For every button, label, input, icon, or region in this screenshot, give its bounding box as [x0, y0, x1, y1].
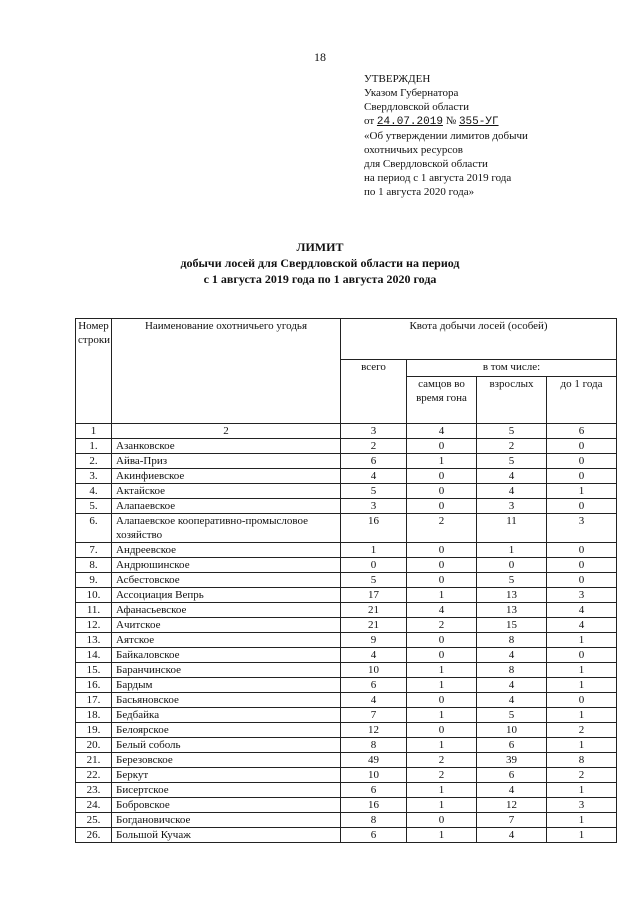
approval-region: Свердловской области: [364, 101, 469, 113]
row-number-cell: 21.: [76, 753, 112, 768]
males-cell: 0: [407, 469, 477, 484]
total-cell: 8: [341, 813, 407, 828]
area-name-cell: Березовское: [112, 753, 341, 768]
header-including: в том числе:: [407, 360, 617, 377]
header-row-number: Номер строки: [76, 319, 112, 424]
total-cell: 4: [341, 469, 407, 484]
males-cell: 0: [407, 813, 477, 828]
under-one-cell: 2: [547, 723, 617, 738]
table-row: [76, 798, 617, 813]
area-name-cell: Баранчинское: [112, 663, 341, 678]
approval-subject-line: по 1 августа 2020 года»: [364, 186, 475, 198]
area-name-cell: Айва-Приз: [112, 454, 341, 469]
area-name-cell: Алапаевское кооперативно-промысловое хозяйство: [112, 514, 341, 543]
title-line-1: ЛИМИТ: [296, 240, 344, 254]
header-under-one: до 1 года: [547, 377, 617, 424]
table-row: [76, 618, 617, 633]
area-name-cell: Актайское: [112, 484, 341, 499]
row-number-cell: 26.: [76, 828, 112, 843]
column-number: 1: [76, 424, 112, 439]
total-cell: 21: [341, 603, 407, 618]
under-one-cell: 0: [547, 454, 617, 469]
total-cell: 49: [341, 753, 407, 768]
decree-number: 355-УГ: [458, 116, 499, 128]
adults-cell: 4: [477, 648, 547, 663]
under-one-cell: 1: [547, 738, 617, 753]
column-number: 3: [341, 424, 407, 439]
area-name-cell: Азанковское: [112, 439, 341, 454]
males-cell: 2: [407, 753, 477, 768]
total-cell: 1: [341, 543, 407, 558]
approval-subject-line: охотничьих ресурсов: [364, 144, 463, 156]
approval-subject-line: на период с 1 августа 2019 года: [364, 172, 512, 184]
under-one-cell: 0: [547, 543, 617, 558]
area-name-cell: Ачитское: [112, 618, 341, 633]
row-number-cell: 5.: [76, 499, 112, 514]
adults-cell: 5: [477, 573, 547, 588]
under-one-cell: 1: [547, 633, 617, 648]
row-number-cell: 4.: [76, 484, 112, 499]
table-row: [76, 828, 617, 843]
total-cell: 4: [341, 693, 407, 708]
under-one-cell: 3: [547, 588, 617, 603]
table-row: [76, 693, 617, 708]
adults-cell: 3: [477, 499, 547, 514]
under-one-cell: 4: [547, 618, 617, 633]
total-cell: 10: [341, 768, 407, 783]
header-quota: Квота добычи лосей (особей): [341, 319, 617, 360]
title-line-3: с 1 августа 2019 года по 1 августа 2020 года: [203, 272, 437, 286]
area-name-cell: Асбестовское: [112, 573, 341, 588]
under-one-cell: 0: [547, 439, 617, 454]
table-row: [76, 514, 617, 543]
total-cell: 16: [341, 798, 407, 813]
adults-cell: 12: [477, 798, 547, 813]
row-number-cell: 12.: [76, 618, 112, 633]
adults-cell: 13: [477, 588, 547, 603]
area-name-cell: Беркут: [112, 768, 341, 783]
males-cell: 0: [407, 499, 477, 514]
area-name-cell: Бобровское: [112, 798, 341, 813]
adults-cell: 8: [477, 633, 547, 648]
row-number-cell: 11.: [76, 603, 112, 618]
area-name-cell: Ассоциация Вепрь: [112, 588, 341, 603]
table-row: [76, 454, 617, 469]
area-name-cell: Аятское: [112, 633, 341, 648]
table-row: [76, 663, 617, 678]
under-one-cell: 3: [547, 514, 617, 543]
males-cell: 0: [407, 648, 477, 663]
males-cell: 1: [407, 828, 477, 843]
table-row: [76, 588, 617, 603]
row-number-cell: 16.: [76, 678, 112, 693]
approval-date-line: [364, 114, 604, 129]
area-name-cell: Алапаевское: [112, 499, 341, 514]
header-males-rut: самцов во время гона: [407, 377, 477, 424]
row-number-cell: 17.: [76, 693, 112, 708]
males-cell: 1: [407, 708, 477, 723]
table-row: [76, 783, 617, 798]
table-row: [76, 708, 617, 723]
males-cell: 0: [407, 693, 477, 708]
row-number-cell: 25.: [76, 813, 112, 828]
header-adults: взрослых: [477, 377, 547, 424]
adults-cell: 8: [477, 663, 547, 678]
area-name-cell: Басьяновское: [112, 693, 341, 708]
table-row: [76, 753, 617, 768]
total-cell: 9: [341, 633, 407, 648]
total-cell: 7: [341, 708, 407, 723]
row-number-cell: 7.: [76, 543, 112, 558]
adults-cell: 4: [477, 678, 547, 693]
males-cell: 1: [407, 663, 477, 678]
total-cell: 2: [341, 439, 407, 454]
total-cell: 17: [341, 588, 407, 603]
row-number-cell: 3.: [76, 469, 112, 484]
area-name-cell: Андрюшинское: [112, 558, 341, 573]
table-row: [76, 543, 617, 558]
adults-cell: 4: [477, 484, 547, 499]
adults-cell: 10: [477, 723, 547, 738]
adults-cell: 4: [477, 469, 547, 484]
adults-cell: 6: [477, 738, 547, 753]
total-cell: 6: [341, 678, 407, 693]
table-body: [76, 424, 617, 843]
total-cell: 6: [341, 454, 407, 469]
approval-subject-line: для Свердловской области: [364, 158, 488, 170]
table-row: [76, 603, 617, 618]
adults-cell: 4: [477, 693, 547, 708]
approval-approved: УТВЕРЖДЕН: [364, 73, 431, 85]
adults-cell: 5: [477, 708, 547, 723]
under-one-cell: 1: [547, 828, 617, 843]
adults-cell: 15: [477, 618, 547, 633]
row-number-cell: 2.: [76, 454, 112, 469]
total-cell: 10: [341, 663, 407, 678]
area-name-cell: Белоярское: [112, 723, 341, 738]
males-cell: 0: [407, 633, 477, 648]
males-cell: 1: [407, 588, 477, 603]
table-row: [76, 648, 617, 663]
males-cell: 4: [407, 603, 477, 618]
under-one-cell: 0: [547, 648, 617, 663]
area-name-cell: Андреевское: [112, 543, 341, 558]
column-number: 5: [477, 424, 547, 439]
row-number-cell: 19.: [76, 723, 112, 738]
total-cell: 8: [341, 738, 407, 753]
area-name-cell: Акинфиевское: [112, 469, 341, 484]
table-row: [76, 469, 617, 484]
row-number-cell: 10.: [76, 588, 112, 603]
column-number-row: [76, 424, 617, 439]
area-name-cell: Бисертское: [112, 783, 341, 798]
table-row: [76, 678, 617, 693]
under-one-cell: 2: [547, 768, 617, 783]
total-cell: 6: [341, 828, 407, 843]
table-row: [76, 558, 617, 573]
adults-cell: 0: [477, 558, 547, 573]
area-name-cell: Белый соболь: [112, 738, 341, 753]
under-one-cell: 1: [547, 708, 617, 723]
area-name-cell: Бардым: [112, 678, 341, 693]
adults-cell: 1: [477, 543, 547, 558]
area-name-cell: Байкаловское: [112, 648, 341, 663]
number-prefix: №: [445, 115, 457, 127]
adults-cell: 2: [477, 439, 547, 454]
row-number-cell: 13.: [76, 633, 112, 648]
adults-cell: 5: [477, 454, 547, 469]
under-one-cell: 1: [547, 678, 617, 693]
area-name-cell: Большой Кучаж: [112, 828, 341, 843]
table-row: [76, 439, 617, 454]
approval-decree: Указом Губернатора: [364, 87, 459, 99]
total-cell: 12: [341, 723, 407, 738]
decree-date: 24.07.2019: [376, 116, 443, 128]
males-cell: 0: [407, 573, 477, 588]
males-cell: 1: [407, 678, 477, 693]
area-name-cell: Богдановичское: [112, 813, 341, 828]
under-one-cell: 1: [547, 783, 617, 798]
row-number-cell: 18.: [76, 708, 112, 723]
table-row: [76, 813, 617, 828]
under-one-cell: 0: [547, 469, 617, 484]
area-name-cell: Бедбайка: [112, 708, 341, 723]
under-one-cell: 3: [547, 798, 617, 813]
under-one-cell: 8: [547, 753, 617, 768]
adults-cell: 7: [477, 813, 547, 828]
under-one-cell: 0: [547, 693, 617, 708]
total-cell: 0: [341, 558, 407, 573]
males-cell: 0: [407, 543, 477, 558]
under-one-cell: 0: [547, 499, 617, 514]
table-row: [76, 573, 617, 588]
males-cell: 1: [407, 454, 477, 469]
table-row: [76, 723, 617, 738]
males-cell: 0: [407, 484, 477, 499]
under-one-cell: 0: [547, 573, 617, 588]
area-name-cell: Афанасьевское: [112, 603, 341, 618]
males-cell: 0: [407, 439, 477, 454]
header-area-name: Наименование охотничьего угодья: [112, 319, 341, 424]
males-cell: 2: [407, 768, 477, 783]
males-cell: 2: [407, 514, 477, 543]
total-cell: 5: [341, 573, 407, 588]
males-cell: 0: [407, 558, 477, 573]
row-number-cell: 6.: [76, 514, 112, 543]
total-cell: 6: [341, 783, 407, 798]
table-row: [76, 738, 617, 753]
document-title: [0, 239, 640, 287]
total-cell: 21: [341, 618, 407, 633]
row-number-cell: 8.: [76, 558, 112, 573]
total-cell: 4: [341, 648, 407, 663]
total-cell: 5: [341, 484, 407, 499]
males-cell: 1: [407, 738, 477, 753]
males-cell: 1: [407, 798, 477, 813]
total-cell: 16: [341, 514, 407, 543]
males-cell: 2: [407, 618, 477, 633]
males-cell: 0: [407, 723, 477, 738]
adults-cell: 4: [477, 783, 547, 798]
under-one-cell: 1: [547, 663, 617, 678]
under-one-cell: 4: [547, 603, 617, 618]
adults-cell: 13: [477, 603, 547, 618]
under-one-cell: 1: [547, 484, 617, 499]
row-number-cell: 23.: [76, 783, 112, 798]
column-number: 6: [547, 424, 617, 439]
page-number: 18: [314, 50, 326, 64]
title-line-2: добычи лосей для Свердловской области на период: [180, 256, 460, 270]
row-number-cell: 22.: [76, 768, 112, 783]
row-number-cell: 1.: [76, 439, 112, 454]
row-number-cell: 24.: [76, 798, 112, 813]
table-row: [76, 499, 617, 514]
row-number-cell: 15.: [76, 663, 112, 678]
table-row: [76, 633, 617, 648]
row-number-cell: 14.: [76, 648, 112, 663]
under-one-cell: 1: [547, 813, 617, 828]
table-row: [76, 484, 617, 499]
adults-cell: 11: [477, 514, 547, 543]
under-one-cell: 0: [547, 558, 617, 573]
date-prefix: от: [364, 115, 375, 127]
table-row: [76, 768, 617, 783]
approval-subject-line: «Об утверждении лимитов добычи: [364, 130, 528, 142]
limits-table: [75, 318, 617, 843]
approval-stamp: [364, 72, 604, 199]
adults-cell: 6: [477, 768, 547, 783]
header-total: всего: [341, 360, 407, 424]
males-cell: 1: [407, 783, 477, 798]
column-number: 2: [112, 424, 341, 439]
total-cell: 3: [341, 499, 407, 514]
column-number: 4: [407, 424, 477, 439]
row-number-cell: 9.: [76, 573, 112, 588]
adults-cell: 39: [477, 753, 547, 768]
row-number-cell: 20.: [76, 738, 112, 753]
adults-cell: 4: [477, 828, 547, 843]
